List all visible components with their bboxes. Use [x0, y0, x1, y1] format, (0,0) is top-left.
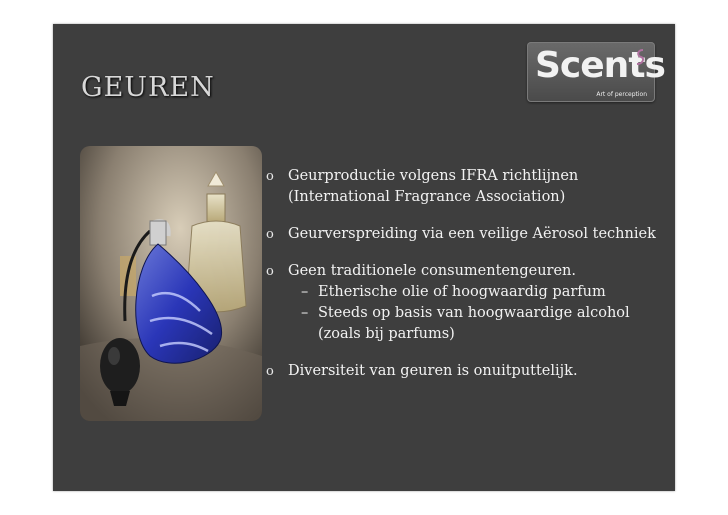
- bullet-list: [266, 166, 666, 382]
- bullet-text: Geen traditionele consumentengeuren.: [288, 263, 577, 279]
- bullet-text-continued: (International Fragrance Association): [288, 189, 566, 205]
- logo-text: Scents: [535, 45, 665, 86]
- perfume-bottle-photo: [80, 146, 262, 421]
- logo-swirl-icon: [635, 48, 645, 66]
- sub-bullet-text: Etherische olie of hoogwaardig parfum: [318, 284, 606, 300]
- bullet-item: [266, 224, 666, 245]
- logo-tagline: Art of perception: [596, 91, 647, 98]
- sub-bullet-item: [266, 282, 666, 303]
- sub-bullet-item: [266, 303, 666, 345]
- bullet-item: [266, 261, 666, 282]
- bullet-item: [266, 361, 666, 382]
- sub-bullet-text: Steeds op basis van hoogwaardige alcohol: [318, 305, 630, 321]
- slide-title: GEUREN: [81, 72, 215, 103]
- sub-bullet-marker: –: [301, 305, 309, 321]
- bullet-marker: o: [266, 169, 274, 184]
- bullet-marker: o: [266, 227, 274, 242]
- sub-bullet-marker: –: [301, 284, 309, 300]
- slide: [53, 24, 675, 491]
- scents-logo: [527, 42, 665, 102]
- bullet-item: [266, 166, 666, 208]
- bullet-marker: o: [266, 264, 274, 279]
- bullet-text: Geurverspreiding via een veilige Aërosol techniek: [288, 226, 656, 242]
- bullet-text: Diversiteit van geuren is onuitputtelijk.: [288, 363, 578, 379]
- bullet-marker: o: [266, 364, 274, 379]
- bullet-text: Geurproductie volgens IFRA richtlijnen: [288, 168, 579, 184]
- sub-bullet-text-continued: (zoals bij parfums): [318, 326, 455, 342]
